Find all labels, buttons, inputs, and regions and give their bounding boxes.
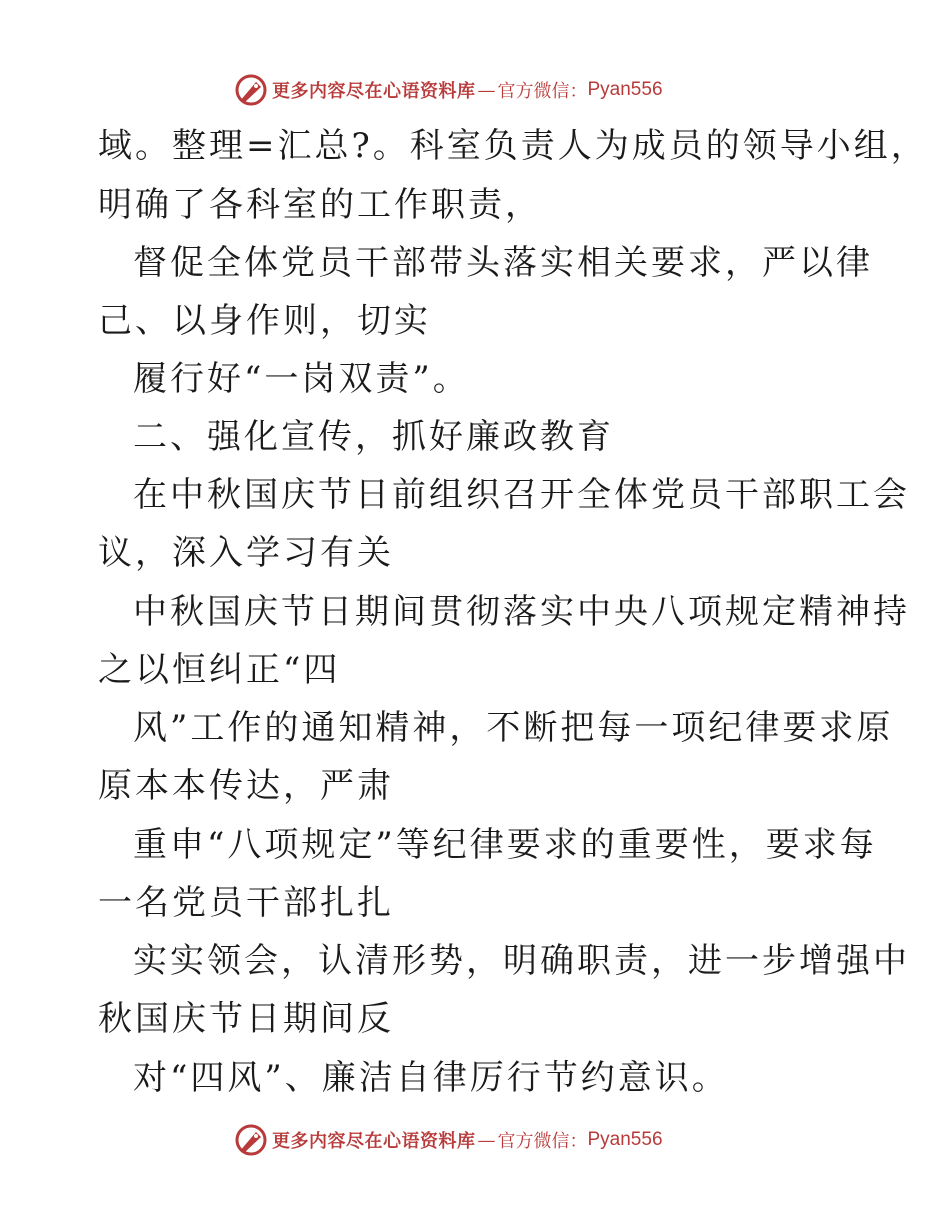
body-line: 一名党员干部扎扎 <box>98 883 394 923</box>
body-line: 履行好“一岗双责”。 <box>133 359 470 399</box>
footer-separator: — <box>477 1129 496 1151</box>
body-line: 对“四风”、廉洁自律厉行节约意识。 <box>133 1058 729 1098</box>
body-line: 秋国庆节日期间反 <box>98 999 394 1039</box>
body-line: 风”工作的通知精神，不断把每一项纪律要求原 <box>133 708 894 748</box>
section-heading: 二、强化宣传，抓好廉政教育 <box>133 417 614 457</box>
body-line: 重申“八项规定”等纪律要求的重要性，要求每 <box>133 825 877 865</box>
footer-wechat-label: 官方微信： <box>497 1131 588 1152</box>
body-line: 实实领会，认清形势，明确职责，进一步增强中 <box>133 941 910 981</box>
header-brand-text: 更多内容尽在心语资料库 <box>272 81 476 102</box>
header-separator: — <box>477 79 496 101</box>
body-line: 督促全体党员干部带头落实相关要求，严以律 <box>133 243 873 283</box>
header-wechat-id: Pyan556 <box>587 79 663 100</box>
footer-wechat-id: Pyan556 <box>587 1129 663 1150</box>
body-line: 己、以身作则，切实 <box>98 301 431 341</box>
header-wechat-label: 官方微信： <box>497 81 588 102</box>
footer-brand-text: 更多内容尽在心语资料库 <box>272 1131 476 1152</box>
body-line: 原本本传达，严肃 <box>98 766 394 806</box>
body-line: 域。整理=汇总?。科室负责人为成员的领导小组， <box>98 126 928 166</box>
body-line: 之以恒纠正“四 <box>98 650 341 690</box>
body-line: 中秋国庆节日期间贯彻落实中央八项规定精神持 <box>133 592 910 632</box>
pen-nib-logo-icon <box>234 1123 268 1157</box>
page-footer-banner <box>234 1122 663 1158</box>
body-line: 议，深入学习有关 <box>98 533 394 573</box>
body-line: 在中秋国庆节日前组织召开全体党员干部职工会 <box>133 475 910 515</box>
body-line: 明确了各科室的工作职责， <box>98 185 542 225</box>
